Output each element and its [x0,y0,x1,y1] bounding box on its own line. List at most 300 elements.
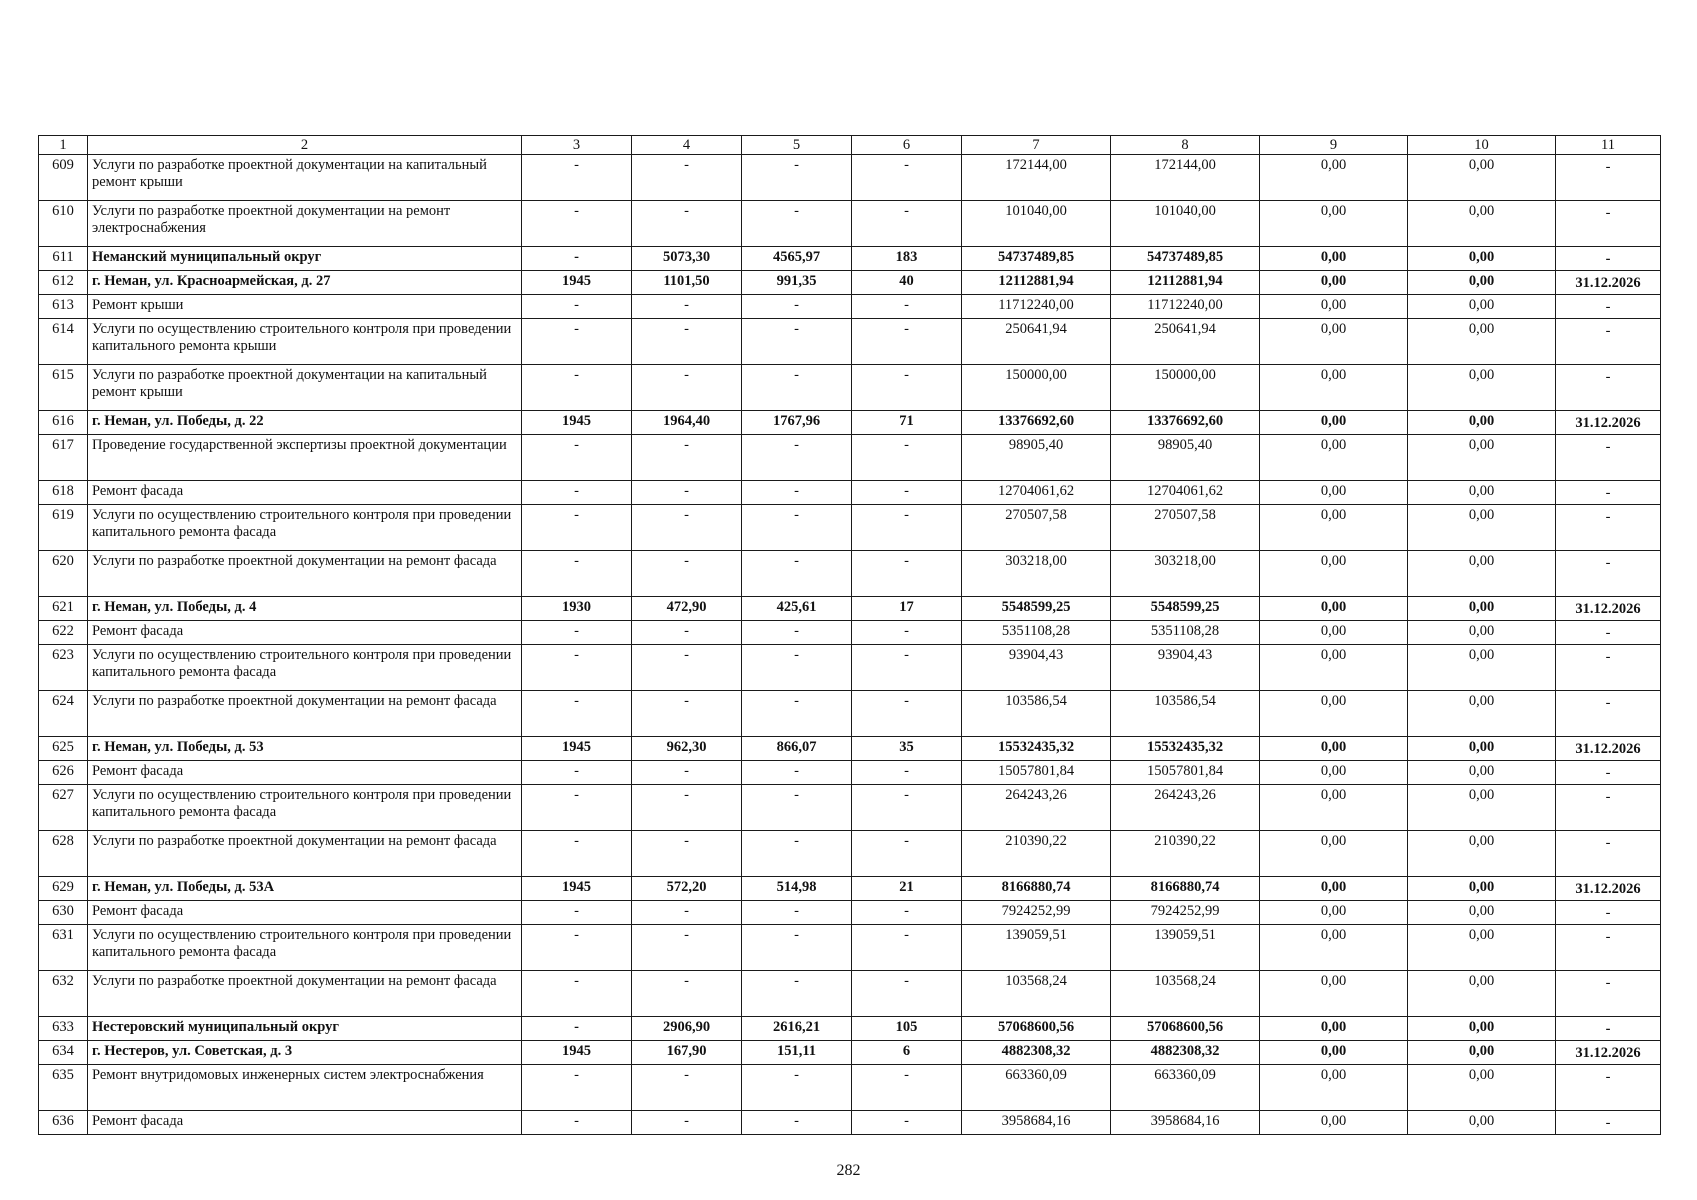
col6-cell: 183 [852,247,962,271]
description-cell: Ремонт фасада [88,1111,522,1135]
col10-cell: 0,00 [1408,597,1556,621]
description-cell: Ремонт крыши [88,295,522,319]
year-cell: - [522,691,632,737]
description-cell: Нестеровский муниципальный округ [88,1017,522,1041]
col8-amount-cell: 4882308,32 [1111,1041,1260,1065]
row-number-cell: 622 [39,621,88,645]
col7-amount-cell: 98905,40 [962,435,1111,481]
col4-cell: - [632,645,742,691]
col6-cell: - [852,319,962,365]
col10-cell: 0,00 [1408,435,1556,481]
row-number-cell: 634 [39,1041,88,1065]
table-row [39,691,1661,737]
col5-cell: 1767,96 [742,411,852,435]
col7-amount-cell: 210390,22 [962,831,1111,877]
deadline-cell: - [1556,645,1661,691]
col5-cell: - [742,295,852,319]
col9-cell: 0,00 [1260,1065,1408,1111]
description-cell: Услуги по разработке проектной документации на ремонт фасада [88,691,522,737]
col4-cell: - [632,295,742,319]
description-cell: г. Неман, ул. Победы, д. 53 [88,737,522,761]
col10-cell: 0,00 [1408,551,1556,597]
year-cell: - [522,435,632,481]
table-row [39,411,1661,435]
table-row [39,1065,1661,1111]
table-row [39,621,1661,645]
col9-cell: 0,00 [1260,271,1408,295]
table-row [39,785,1661,831]
col4-cell: - [632,155,742,201]
row-number-cell: 613 [39,295,88,319]
col4-cell: - [632,435,742,481]
col7-amount-cell: 11712240,00 [962,295,1111,319]
col7-amount-cell: 12704061,62 [962,481,1111,505]
col8-amount-cell: 3958684,16 [1111,1111,1260,1135]
col4-cell: - [632,319,742,365]
col5-cell: - [742,1065,852,1111]
col5-cell: - [742,551,852,597]
col8-amount-cell: 13376692,60 [1111,411,1260,435]
col5-cell: 2616,21 [742,1017,852,1041]
year-cell: 1930 [522,597,632,621]
col10-cell: 0,00 [1408,1041,1556,1065]
deadline-cell: 31.12.2026 [1556,411,1661,435]
col8-amount-cell: 93904,43 [1111,645,1260,691]
col6-cell: - [852,691,962,737]
col5-cell: - [742,365,852,411]
row-number-cell: 616 [39,411,88,435]
col5-cell: 991,35 [742,271,852,295]
column-number-cell: 11 [1556,136,1661,155]
col10-cell: 0,00 [1408,155,1556,201]
col5-cell: - [742,691,852,737]
col6-cell: - [852,761,962,785]
col7-amount-cell: 303218,00 [962,551,1111,597]
col5-cell: - [742,435,852,481]
col8-amount-cell: 15532435,32 [1111,737,1260,761]
table-row [39,1111,1661,1135]
col8-amount-cell: 270507,58 [1111,505,1260,551]
year-cell: 1945 [522,877,632,901]
col9-cell: 0,00 [1260,645,1408,691]
col10-cell: 0,00 [1408,925,1556,971]
year-cell: - [522,247,632,271]
col7-amount-cell: 3958684,16 [962,1111,1111,1135]
table-row [39,155,1661,201]
column-number-cell: 4 [632,136,742,155]
year-cell: - [522,365,632,411]
col8-amount-cell: 12112881,94 [1111,271,1260,295]
col6-cell: 21 [852,877,962,901]
description-cell: Ремонт фасада [88,621,522,645]
register-table [38,135,1661,1135]
col5-cell: - [742,155,852,201]
col8-amount-cell: 210390,22 [1111,831,1260,877]
column-number-cell: 3 [522,136,632,155]
col6-cell: 17 [852,597,962,621]
col5-cell: 514,98 [742,877,852,901]
row-number-cell: 617 [39,435,88,481]
table-row [39,435,1661,481]
col4-cell: - [632,201,742,247]
col9-cell: 0,00 [1260,1111,1408,1135]
col4-cell: - [632,621,742,645]
col7-amount-cell: 57068600,56 [962,1017,1111,1041]
row-number-cell: 620 [39,551,88,597]
col9-cell: 0,00 [1260,1041,1408,1065]
table-row [39,295,1661,319]
col6-cell: - [852,365,962,411]
table-row [39,901,1661,925]
col4-cell: 5073,30 [632,247,742,271]
row-number-cell: 609 [39,155,88,201]
col4-cell: - [632,365,742,411]
col4-cell: 572,20 [632,877,742,901]
deadline-cell: 31.12.2026 [1556,1041,1661,1065]
deadline-cell: 31.12.2026 [1556,737,1661,761]
year-cell: - [522,481,632,505]
col10-cell: 0,00 [1408,901,1556,925]
col6-cell: - [852,481,962,505]
col5-cell: - [742,785,852,831]
row-number-cell: 619 [39,505,88,551]
col5-cell: - [742,201,852,247]
col6-cell: 35 [852,737,962,761]
col9-cell: 0,00 [1260,761,1408,785]
row-number-cell: 632 [39,971,88,1017]
col5-cell: - [742,831,852,877]
col7-amount-cell: 172144,00 [962,155,1111,201]
col9-cell: 0,00 [1260,597,1408,621]
table-row [39,831,1661,877]
col8-amount-cell: 264243,26 [1111,785,1260,831]
col10-cell: 0,00 [1408,271,1556,295]
col8-amount-cell: 172144,00 [1111,155,1260,201]
description-cell: Услуги по разработке проектной документации на капитальный ремонт крыши [88,155,522,201]
description-cell: Услуги по разработке проектной документации на ремонт электроснабжения [88,201,522,247]
column-number-cell: 10 [1408,136,1556,155]
deadline-cell: - [1556,691,1661,737]
col7-amount-cell: 5548599,25 [962,597,1111,621]
col9-cell: 0,00 [1260,1017,1408,1041]
col8-amount-cell: 5548599,25 [1111,597,1260,621]
year-cell: - [522,295,632,319]
col9-cell: 0,00 [1260,505,1408,551]
col7-amount-cell: 103586,54 [962,691,1111,737]
col10-cell: 0,00 [1408,761,1556,785]
description-cell: г. Неман, ул. Победы, д. 53А [88,877,522,901]
year-cell: - [522,925,632,971]
year-cell: - [522,785,632,831]
col7-amount-cell: 139059,51 [962,925,1111,971]
table-row [39,319,1661,365]
col8-amount-cell: 250641,94 [1111,319,1260,365]
col8-amount-cell: 98905,40 [1111,435,1260,481]
col7-amount-cell: 270507,58 [962,505,1111,551]
col4-cell: - [632,505,742,551]
table-row [39,481,1661,505]
table-row [39,761,1661,785]
col4-cell: - [632,761,742,785]
deadline-cell: - [1556,201,1661,247]
deadline-cell: - [1556,901,1661,925]
col4-cell: 472,90 [632,597,742,621]
description-cell: г. Нестеров, ул. Советская, д. 3 [88,1041,522,1065]
col9-cell: 0,00 [1260,925,1408,971]
col6-cell: - [852,295,962,319]
page-number: 282 [836,1162,861,1179]
col10-cell: 0,00 [1408,319,1556,365]
col9-cell: 0,00 [1260,481,1408,505]
col4-cell: - [632,1065,742,1111]
col7-amount-cell: 264243,26 [962,785,1111,831]
row-number-cell: 636 [39,1111,88,1135]
description-cell: Ремонт фасада [88,761,522,785]
col4-cell: - [632,925,742,971]
col8-amount-cell: 150000,00 [1111,365,1260,411]
col9-cell: 0,00 [1260,691,1408,737]
table-row [39,645,1661,691]
description-cell: Услуги по осуществлению строительного контроля при проведении капитального ремонта крыши [88,319,522,365]
col4-cell: - [632,1111,742,1135]
col9-cell: 0,00 [1260,435,1408,481]
column-number-cell: 9 [1260,136,1408,155]
column-number-cell: 1 [39,136,88,155]
col4-cell: 2906,90 [632,1017,742,1041]
col7-amount-cell: 8166880,74 [962,877,1111,901]
col10-cell: 0,00 [1408,365,1556,411]
description-cell: Услуги по осуществлению строительного контроля при проведении капитального ремонта фасада [88,785,522,831]
deadline-cell: - [1556,621,1661,645]
deadline-cell: - [1556,155,1661,201]
description-cell: Услуги по осуществлению строительного контроля при проведении капитального ремонта фасада [88,505,522,551]
column-number-cell: 5 [742,136,852,155]
col7-amount-cell: 150000,00 [962,365,1111,411]
column-number-row [39,136,1661,155]
row-number-cell: 631 [39,925,88,971]
year-cell: - [522,1065,632,1111]
row-number-cell: 626 [39,761,88,785]
row-number-cell: 629 [39,877,88,901]
deadline-cell: - [1556,435,1661,481]
col5-cell: - [742,621,852,645]
year-cell: - [522,551,632,597]
deadline-cell: - [1556,925,1661,971]
col9-cell: 0,00 [1260,621,1408,645]
table-row [39,597,1661,621]
deadline-cell: 31.12.2026 [1556,877,1661,901]
description-cell: Услуги по осуществлению строительного контроля при проведении капитального ремонта фасада [88,645,522,691]
row-number-cell: 628 [39,831,88,877]
col4-cell: - [632,551,742,597]
col10-cell: 0,00 [1408,201,1556,247]
description-cell: Ремонт внутридомовых инженерных систем электроснабжения [88,1065,522,1111]
deadline-cell: - [1556,551,1661,597]
column-number-cell: 7 [962,136,1111,155]
col9-cell: 0,00 [1260,831,1408,877]
row-number-cell: 625 [39,737,88,761]
table-row [39,247,1661,271]
col6-cell: - [852,201,962,247]
description-cell: Неманский муниципальный округ [88,247,522,271]
col10-cell: 0,00 [1408,1065,1556,1111]
column-number-cell: 2 [88,136,522,155]
col8-amount-cell: 11712240,00 [1111,295,1260,319]
col7-amount-cell: 101040,00 [962,201,1111,247]
col6-cell: - [852,155,962,201]
col8-amount-cell: 303218,00 [1111,551,1260,597]
description-cell: Ремонт фасада [88,481,522,505]
col6-cell: 6 [852,1041,962,1065]
col8-amount-cell: 139059,51 [1111,925,1260,971]
column-number-cell: 8 [1111,136,1260,155]
col10-cell: 0,00 [1408,247,1556,271]
col10-cell: 0,00 [1408,831,1556,877]
row-number-cell: 635 [39,1065,88,1111]
col4-cell: - [632,901,742,925]
year-cell: - [522,155,632,201]
col5-cell: - [742,925,852,971]
col4-cell: 167,90 [632,1041,742,1065]
col5-cell: - [742,481,852,505]
table-body [39,136,1661,1135]
description-cell: Услуги по разработке проектной документации на ремонт фасада [88,971,522,1017]
col5-cell: - [742,505,852,551]
col8-amount-cell: 57068600,56 [1111,1017,1260,1041]
col6-cell: - [852,901,962,925]
col7-amount-cell: 93904,43 [962,645,1111,691]
col7-amount-cell: 13376692,60 [962,411,1111,435]
row-number-cell: 630 [39,901,88,925]
row-number-cell: 633 [39,1017,88,1041]
col10-cell: 0,00 [1408,691,1556,737]
col10-cell: 0,00 [1408,877,1556,901]
col7-amount-cell: 15532435,32 [962,737,1111,761]
col8-amount-cell: 12704061,62 [1111,481,1260,505]
col5-cell: - [742,971,852,1017]
col9-cell: 0,00 [1260,901,1408,925]
deadline-cell: - [1556,365,1661,411]
row-number-cell: 623 [39,645,88,691]
col4-cell: - [632,785,742,831]
deadline-cell: - [1556,1065,1661,1111]
col9-cell: 0,00 [1260,785,1408,831]
description-cell: Проведение государственной экспертизы проектной документации [88,435,522,481]
row-number-cell: 615 [39,365,88,411]
deadline-cell: - [1556,247,1661,271]
col9-cell: 0,00 [1260,247,1408,271]
col7-amount-cell: 250641,94 [962,319,1111,365]
col10-cell: 0,00 [1408,621,1556,645]
col7-amount-cell: 4882308,32 [962,1041,1111,1065]
year-cell: - [522,1111,632,1135]
description-cell: Услуги по разработке проектной документации на капитальный ремонт крыши [88,365,522,411]
year-cell: - [522,645,632,691]
col9-cell: 0,00 [1260,737,1408,761]
col6-cell: - [852,971,962,1017]
col8-amount-cell: 8166880,74 [1111,877,1260,901]
col5-cell: - [742,761,852,785]
description-cell: г. Неман, ул. Победы, д. 4 [88,597,522,621]
table-row [39,201,1661,247]
year-cell: - [522,901,632,925]
col8-amount-cell: 7924252,99 [1111,901,1260,925]
col4-cell: 1964,40 [632,411,742,435]
col10-cell: 0,00 [1408,481,1556,505]
year-cell: - [522,761,632,785]
year-cell: - [522,505,632,551]
row-number-cell: 614 [39,319,88,365]
deadline-cell: - [1556,1017,1661,1041]
col10-cell: 0,00 [1408,645,1556,691]
col6-cell: - [852,551,962,597]
col6-cell: 105 [852,1017,962,1041]
col9-cell: 0,00 [1260,295,1408,319]
col10-cell: 0,00 [1408,1017,1556,1041]
year-cell: 1945 [522,271,632,295]
col5-cell: 866,07 [742,737,852,761]
col7-amount-cell: 54737489,85 [962,247,1111,271]
deadline-cell: - [1556,319,1661,365]
table-row [39,971,1661,1017]
col8-amount-cell: 103568,24 [1111,971,1260,1017]
year-cell: - [522,971,632,1017]
col10-cell: 0,00 [1408,737,1556,761]
year-cell: - [522,1017,632,1041]
table-row [39,271,1661,295]
col9-cell: 0,00 [1260,411,1408,435]
table-row [39,551,1661,597]
table-row [39,1017,1661,1041]
col7-amount-cell: 15057801,84 [962,761,1111,785]
year-cell: - [522,621,632,645]
description-cell: Ремонт фасада [88,901,522,925]
row-number-cell: 610 [39,201,88,247]
col6-cell: - [852,435,962,481]
description-cell: Услуги по разработке проектной документации на ремонт фасада [88,831,522,877]
col10-cell: 0,00 [1408,785,1556,831]
col9-cell: 0,00 [1260,201,1408,247]
col9-cell: 0,00 [1260,551,1408,597]
row-number-cell: 611 [39,247,88,271]
row-number-cell: 624 [39,691,88,737]
col5-cell: - [742,645,852,691]
deadline-cell: - [1556,761,1661,785]
col8-amount-cell: 15057801,84 [1111,761,1260,785]
table-row [39,925,1661,971]
row-number-cell: 621 [39,597,88,621]
col4-cell: - [632,971,742,1017]
col10-cell: 0,00 [1408,971,1556,1017]
col4-cell: - [632,481,742,505]
col6-cell: - [852,621,962,645]
table-row [39,877,1661,901]
col8-amount-cell: 54737489,85 [1111,247,1260,271]
table-row [39,505,1661,551]
col8-amount-cell: 5351108,28 [1111,621,1260,645]
deadline-cell: - [1556,1111,1661,1135]
col9-cell: 0,00 [1260,877,1408,901]
col4-cell: - [632,831,742,877]
deadline-cell: - [1556,785,1661,831]
table-row [39,737,1661,761]
col8-amount-cell: 101040,00 [1111,201,1260,247]
deadline-cell: - [1556,971,1661,1017]
col4-cell: - [632,691,742,737]
col9-cell: 0,00 [1260,155,1408,201]
col10-cell: 0,00 [1408,295,1556,319]
col7-amount-cell: 12112881,94 [962,271,1111,295]
